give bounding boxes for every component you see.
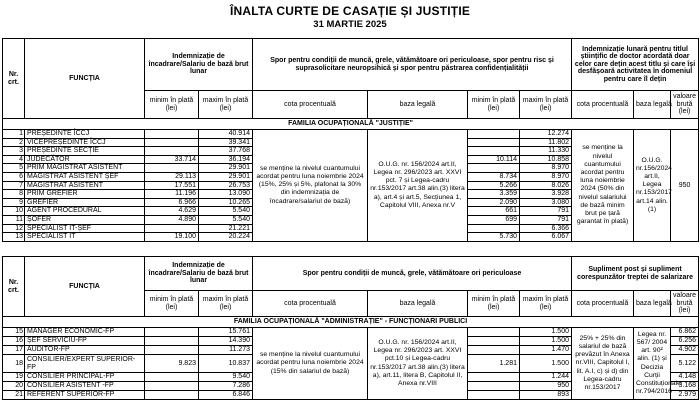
row-nr: 16 [3, 337, 25, 346]
row-spor-min [468, 130, 520, 139]
header-supl-cota: cota procentuală [572, 291, 634, 317]
row-max: 14.390 [199, 337, 253, 346]
row-max: 15.761 [199, 328, 253, 337]
row-min: 4.629 [145, 207, 199, 216]
row-min: 4.890 [145, 215, 199, 224]
row-max: 40.914 [199, 130, 253, 139]
row-supl-valoare: 2.979 [671, 391, 699, 400]
row-spor-max: 10.858 [520, 155, 572, 164]
spor-baza-note-2: O.U.G. nr. 156/2024 art.II, Legea nr. 296/2023 art. XXVI pct.10 și Legea-cadru nr.153/2017 art.38 alin.(3) litera a), art.11, litera B, Capitolul II, Anexa nr.VIII [368, 328, 468, 400]
row-functia: VICEPREȘEDINTE ÎCCJ [25, 138, 145, 147]
header-doctor-baza: baza legală [634, 91, 671, 119]
row-spor-max: 893 [520, 391, 572, 400]
row-min [145, 147, 199, 156]
header-spor-min-2: minim în plată (lei) [468, 291, 520, 317]
row-max: 10.837 [199, 355, 253, 373]
row-supl-valoare: 5.122 [671, 355, 699, 373]
row-nr: 20 [3, 382, 25, 391]
row-spor-max: 1.500 [520, 328, 572, 337]
row-functia: GREFIER [25, 198, 145, 207]
row-min: 17.551 [145, 181, 199, 190]
row-nr: 12 [3, 224, 25, 233]
header-functia-2: FUNCȚIA [25, 257, 145, 317]
row-min: 19.100 [145, 233, 199, 242]
doctor-valoare: 950 [671, 130, 699, 242]
row-spor-min: 3.359 [468, 190, 520, 199]
row-spor-max: 8.026 [520, 181, 572, 190]
spor-cota-note: se menține la nivelul cuantumului acordat pentru luna noiembrie 2024 (15%, 25% și 5%, plafonat la 30% din indemnizația de încadrare/salariul de bază) [253, 130, 368, 242]
row-nr: 21 [3, 391, 25, 400]
header-baza: baza legală [368, 91, 468, 119]
row-spor-max: 12.274 [520, 130, 572, 139]
row-supl-valoare: 6.862 [671, 328, 699, 337]
row-min: 33.714 [145, 155, 199, 164]
row-spor-max: 6.366 [520, 224, 572, 233]
row-min [145, 337, 199, 346]
header-spor-max: maxim în plată (lei) [520, 91, 572, 119]
family-justitie: FAMILIA OCUPAȚIONALĂ "JUSTIȚIE" [3, 119, 699, 130]
row-supl-valoare: 4.902 [671, 346, 699, 355]
row-spor-min [468, 391, 520, 400]
row-min [145, 224, 199, 233]
row-max: 36.194 [199, 155, 253, 164]
row-spor-max: 3.080 [520, 198, 572, 207]
row-functia: MAGISTRAT ASISTENT [25, 181, 145, 190]
row-functia: JUDECĂTOR [25, 155, 145, 164]
row-min: 11.196 [145, 190, 199, 199]
header-doctor-cota: cota procentuală [572, 91, 634, 119]
row-min [145, 130, 199, 139]
row-spor-max: 1.244 [520, 373, 572, 382]
row-max: 10.265 [199, 198, 253, 207]
row-spor-max: 1.500 [520, 355, 572, 373]
row-nr: 6 [3, 172, 25, 181]
row-nr: 1 [3, 130, 25, 139]
row-nr: 11 [3, 215, 25, 224]
header-spor-2: Spor pentru condiții de muncă, grele, vătămătoare ori periculoase [253, 257, 572, 291]
row-nr: 5 [3, 164, 25, 173]
row-nr: 3 [3, 147, 25, 156]
spor-cota-note-2: se menține la nivelul cuantumului acordat pentru luna noiembrie 2024 (15% din salariul de bază) [253, 328, 368, 400]
salary-table-administratie [2, 256, 699, 400]
row-functia: ȘOFER [25, 215, 145, 224]
row-nr: 8 [3, 190, 25, 199]
row-spor-max: 8.970 [520, 164, 572, 173]
institution-title: ÎNALTA CURTE DE CASAȚIE ȘI JUSTIȚIE [229, 4, 471, 18]
row-spor-min [468, 138, 520, 147]
row-max: 37.768 [199, 147, 253, 156]
row-functia: ȘEF SERVICIU-FP [25, 337, 145, 346]
row-spor-min: 661 [468, 207, 520, 216]
row-max: 5.540 [199, 215, 253, 224]
row-spor-min [468, 373, 520, 382]
row-min: 6.966 [145, 198, 199, 207]
row-nr: 10 [3, 207, 25, 216]
header-spor-min: minim în plată (lei) [468, 91, 520, 119]
row-spor-min [468, 328, 520, 337]
row-functia: SPECIALIST IT-ȘEF [25, 224, 145, 233]
row-spor-min [468, 224, 520, 233]
row-max: 7.286 [199, 382, 253, 391]
row-max: 29.901 [199, 164, 253, 173]
row-spor-min [468, 346, 520, 355]
row-functia: AUDITOR-FP [25, 346, 145, 355]
row-max: 6.846 [199, 391, 253, 400]
header-supl-baza: baza legală [634, 291, 671, 317]
row-spor-max: 11.330 [520, 147, 572, 156]
row-nr: 17 [3, 346, 25, 355]
header-nr: Nr. crt. [3, 39, 25, 119]
row-spor-min: 699 [468, 215, 520, 224]
row-spor-max: 791 [520, 215, 572, 224]
row-spor-min: 5.730 [468, 233, 520, 242]
header-doctor-valoare: valoare brută (lei) [671, 91, 699, 119]
row-spor-max: 11.802 [520, 138, 572, 147]
row-nr: 9 [3, 198, 25, 207]
row-spor-min [468, 337, 520, 346]
row-spor-min: 8.734 [468, 172, 520, 181]
row-spor-max: 8.970 [520, 172, 572, 181]
row-min: 29.113 [145, 172, 199, 181]
row-nr: 7 [3, 181, 25, 190]
family-administratie: FAMILIA OCUPAȚIONALĂ "ADMINISTRAȚIE" - FUNCȚIONARI PUBLICI [3, 317, 699, 328]
row-min [145, 373, 199, 382]
row-supl-valoare: 4.148 [671, 373, 699, 382]
row-max: 39.341 [199, 138, 253, 147]
row-spor-max: 791 [520, 207, 572, 216]
salary-table-justitie [2, 38, 699, 242]
header-functia: FUNCȚIA [25, 39, 145, 119]
spor-baza-note: O.U.G. nr. 156/2024 art.II, Legea nr. 296/2023 art. XXVI pct. 7 și Legea-cadru nr.153/2017 art.38 alin.(3) litera a), art.4 și art.5, Secțiunea 1, Capitolul VIII, Anexa nr.V [368, 130, 468, 242]
row-spor-max: 6.067 [520, 233, 572, 242]
row-min [145, 391, 199, 400]
row-min [145, 382, 199, 391]
header-supliment: Supliment post și supliment corespunzător treptei de salarizare [572, 257, 699, 291]
row-max: 13.090 [199, 190, 253, 199]
row-nr: 19 [3, 373, 25, 382]
row-functia: PREȘEDINTE SECȚIE [25, 147, 145, 156]
row-supl-valoare: 3.168 [671, 382, 699, 391]
row-functia: MAGISTRAT ASISTENT ȘEF [25, 172, 145, 181]
row-spor-min: 1.281 [468, 355, 520, 373]
header-min-2: minim în plată (lei) [145, 291, 199, 317]
header-max: maxim în plată (lei) [199, 91, 253, 119]
row-spor-min [468, 382, 520, 391]
row-spor-min: 5.266 [468, 181, 520, 190]
row-supl-valoare: 6.256 [671, 337, 699, 346]
row-spor-max: 950 [520, 382, 572, 391]
row-min [145, 346, 199, 355]
header-cota-2: cota procentuală [253, 291, 368, 317]
row-functia: PREȘEDINTE ÎCCJ [25, 130, 145, 139]
doctor-baza-note: O.U.G. nr.156/2024 art.II, Legea nr.153/2017 art.14 alin.(1) [634, 130, 671, 242]
row-functia: CONSILIER PRINCIPAL-FP [25, 373, 145, 382]
row-spor-min [468, 147, 520, 156]
row-max: 29.901 [199, 172, 253, 181]
header-nr-2: Nr. crt. [3, 257, 25, 317]
row-functia: CONSILIER/EXPERT SUPERIOR-FP [25, 355, 145, 373]
row-spor-min: 2.090 [468, 198, 520, 207]
row-spor-max: 1.500 [520, 337, 572, 346]
row-spor-min: 10.114 [468, 155, 520, 164]
doctor-cota-note: se menține la nivelul cuantumului acordat pentru luna noiembrie 2024 (50% din nivelul salariului de bază minim brut pe țară garantat în plată) [572, 130, 634, 242]
row-functia: PRIM MAGISTRAT ASISTENT [25, 164, 145, 173]
header-indemnizatie-2: Indemnizație de încadrare/Salariu de bază brut lunar [145, 257, 253, 291]
row-spor-max: 3.928 [520, 190, 572, 199]
row-max: 21.221 [199, 224, 253, 233]
row-min: 9.823 [145, 355, 199, 373]
header-indemnizatie: Indemnizație de încadrare/Salariu de bază brut lunar [145, 39, 253, 91]
supl-cota-note: 25% + 25% din salariul de bază prevăzut în Anexa nr.VIII, Capitolul I, lit. A.I, c) și d) din Legea-cadru nr.153/2017 [572, 328, 634, 400]
row-min [145, 328, 199, 337]
row-spor-min [468, 164, 520, 173]
row-functia: MANAGER ECONOMIC-FP [25, 328, 145, 337]
header-max-2: maxim în plată (lei) [199, 291, 253, 317]
row-functia: PRIM GREFIER [25, 190, 145, 199]
header-baza-2: baza legală [368, 291, 468, 317]
header-spor: Spor pentru condiții de muncă, grele, vătămătoare ori periculoase, spor pentru risc și suprasolicitare neuropsihică și spor pentru păstrarea confidențialității [253, 39, 572, 91]
row-max: 9.540 [199, 373, 253, 382]
header-titlu-doctor: Indemnizație lunară pentru titlul științific de doctor acordată doar celor care dețin acest titlu și care își desfășoară activitatea în domeniul pentru care îl dețin [572, 39, 699, 91]
row-nr: 18 [3, 355, 25, 373]
header-cota: cota procentuală [253, 91, 368, 119]
header-supl-valoare: valoare brută (lei) [671, 291, 699, 317]
row-functia: CONSILIER ASISTENT -FP [25, 382, 145, 391]
row-nr: 13 [3, 233, 25, 242]
row-max: 20.224 [199, 233, 253, 242]
supl-baza-note: Legea nr. 567/ 2004 art. 90² alin. (1) și Decizia Curții Constituționale nr.794/2016 [634, 328, 671, 400]
row-min [145, 138, 199, 147]
row-nr: 4 [3, 155, 25, 164]
row-max: 11.273 [199, 346, 253, 355]
row-nr: 2 [3, 138, 25, 147]
row-max: 5.540 [199, 207, 253, 216]
row-functia: SPECIALIST IT [25, 233, 145, 242]
row-spor-max: 1.470 [520, 346, 572, 355]
row-functia: REFERENT SUPERIOR-FP [25, 391, 145, 400]
row-nr: 15 [3, 328, 25, 337]
document-date: 31 MARTIE 2025 [313, 19, 387, 30]
header-spor-max-2: maxim în plată (lei) [520, 291, 572, 317]
row-max: 26.753 [199, 181, 253, 190]
row-functia: AGENT PROCEDURAL [25, 207, 145, 216]
header-min: minim în plată (lei) [145, 91, 199, 119]
row-min [145, 164, 199, 173]
